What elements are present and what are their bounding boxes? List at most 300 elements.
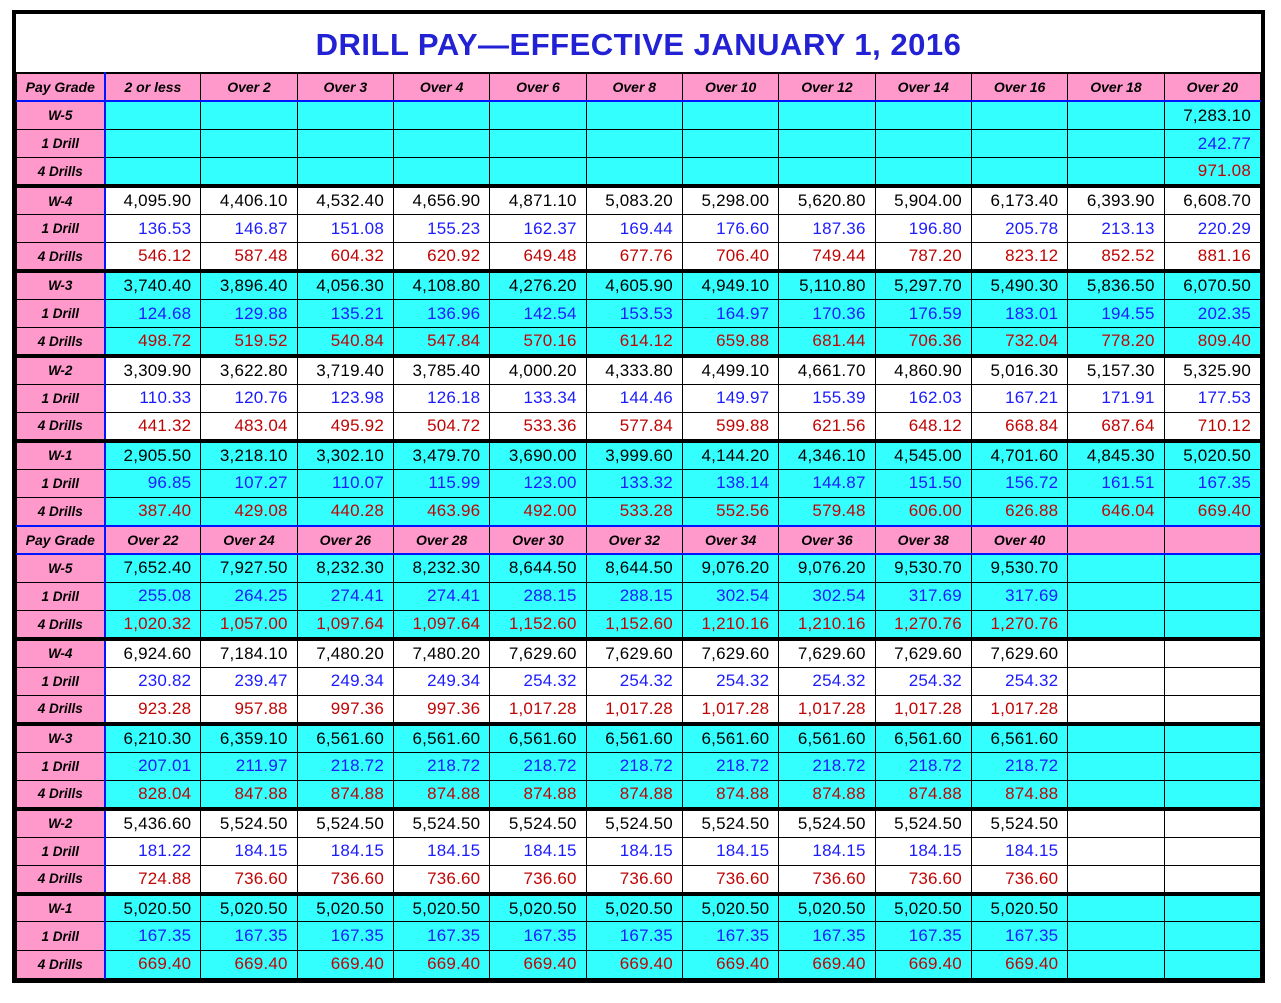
pay-cell: 6,173.40	[971, 186, 1067, 214]
pay-cell: 495.92	[297, 413, 393, 441]
pay-cell: 874.88	[971, 780, 1067, 808]
pay-cell: 483.04	[201, 413, 297, 441]
pay-cell	[393, 158, 489, 186]
pay-cell: 736.60	[682, 865, 778, 893]
pay-cell: 184.15	[297, 837, 393, 865]
pay-cell: 133.34	[490, 384, 586, 412]
pay-cell	[1164, 724, 1260, 752]
pay-cell: 254.32	[490, 667, 586, 695]
pay-cell: 254.32	[682, 667, 778, 695]
pay-cell: 3,740.40	[105, 271, 201, 299]
pay-cell: 1,210.16	[779, 611, 875, 639]
pay-cell: 4,545.00	[875, 441, 971, 469]
pay-cell: 997.36	[393, 696, 489, 724]
pay-cell: 110.07	[297, 469, 393, 497]
pay-cell: 4,406.10	[201, 186, 297, 214]
pay-cell: 4,276.20	[490, 271, 586, 299]
pay-cell: 736.60	[971, 865, 1067, 893]
pay-cell	[1068, 837, 1164, 865]
pay-cell: 6,393.90	[1068, 186, 1164, 214]
pay-cell: 5,157.30	[1068, 356, 1164, 384]
drill-4-label: 4 Drills	[17, 780, 105, 808]
pay-cell: 8,232.30	[393, 554, 489, 582]
pay-cell: 3,479.70	[393, 441, 489, 469]
pay-cell: 155.23	[393, 214, 489, 242]
monthly-pay-row	[17, 356, 1261, 384]
pay-cell	[105, 158, 201, 186]
pay-cell: 255.08	[105, 582, 201, 610]
column-header: Over 12	[779, 73, 875, 101]
pay-cell: 123.98	[297, 384, 393, 412]
pay-cell: 242.77	[1164, 130, 1260, 158]
pay-cell: 787.20	[875, 243, 971, 271]
column-header: Over 4	[393, 73, 489, 101]
pay-cell: 7,927.50	[201, 554, 297, 582]
pay-cell	[779, 130, 875, 158]
pay-cell: 120.76	[201, 384, 297, 412]
grade-label: W-1	[17, 441, 105, 469]
pay-cell	[779, 101, 875, 129]
pay-cell: 5,836.50	[1068, 271, 1164, 299]
pay-cell: 677.76	[586, 243, 682, 271]
pay-cell: 1,017.28	[490, 696, 586, 724]
pay-cell: 579.48	[779, 497, 875, 525]
pay-cell: 5,298.00	[682, 186, 778, 214]
pay-cell	[201, 130, 297, 158]
pay-cell: 1,017.28	[586, 696, 682, 724]
column-header: Over 6	[490, 73, 586, 101]
pay-cell: 196.80	[875, 214, 971, 242]
pay-cell: 533.28	[586, 497, 682, 525]
pay-cell: 6,561.60	[779, 724, 875, 752]
pay-cell: 218.72	[490, 752, 586, 780]
pay-cell: 302.54	[779, 582, 875, 610]
drill-1-label: 1 Drill	[17, 384, 105, 412]
pay-cell: 123.00	[490, 469, 586, 497]
pay-cell: 7,629.60	[875, 639, 971, 667]
pay-cell	[1164, 950, 1260, 978]
pay-cell: 852.52	[1068, 243, 1164, 271]
pay-cell: 778.20	[1068, 328, 1164, 356]
pay-cell: 218.72	[393, 752, 489, 780]
pay-cell: 218.72	[297, 752, 393, 780]
drill-pay-table-body	[17, 73, 1261, 979]
drill-4-label: 4 Drills	[17, 696, 105, 724]
pay-cell: 7,480.20	[393, 639, 489, 667]
pay-cell: 162.03	[875, 384, 971, 412]
one-drill-row	[17, 299, 1261, 327]
pay-cell	[1164, 780, 1260, 808]
four-drills-row	[17, 158, 1261, 186]
pay-cell: 7,629.60	[586, 639, 682, 667]
pay-cell	[1068, 752, 1164, 780]
pay-cell: 153.53	[586, 299, 682, 327]
pay-cell: 669.40	[971, 950, 1067, 978]
column-header-row	[17, 526, 1261, 554]
pay-cell: 599.88	[682, 413, 778, 441]
pay-cell: 6,561.60	[297, 724, 393, 752]
pay-cell: 5,020.50	[1164, 441, 1260, 469]
pay-cell: 177.53	[1164, 384, 1260, 412]
pay-cell	[682, 158, 778, 186]
pay-cell	[971, 158, 1067, 186]
pay-cell: 9,076.20	[779, 554, 875, 582]
column-header: Over 24	[201, 526, 297, 554]
pay-cell: 254.32	[586, 667, 682, 695]
pay-cell	[1164, 837, 1260, 865]
pay-cell: 205.78	[971, 214, 1067, 242]
pay-cell: 874.88	[682, 780, 778, 808]
pay-cell: 874.88	[490, 780, 586, 808]
pay-cell: 570.16	[490, 328, 586, 356]
pay-cell: 4,605.90	[586, 271, 682, 299]
monthly-pay-row	[17, 809, 1261, 837]
pay-cell: 587.48	[201, 243, 297, 271]
pay-cell: 249.34	[297, 667, 393, 695]
pay-cell: 213.13	[1068, 214, 1164, 242]
pay-cell	[1068, 865, 1164, 893]
pay-cell	[201, 158, 297, 186]
pay-cell: 5,325.90	[1164, 356, 1260, 384]
grade-label: W-2	[17, 356, 105, 384]
pay-cell	[875, 158, 971, 186]
pay-cell: 3,719.40	[297, 356, 393, 384]
pay-cell: 218.72	[682, 752, 778, 780]
pay-cell	[875, 130, 971, 158]
one-drill-row	[17, 582, 1261, 610]
pay-cell: 874.88	[393, 780, 489, 808]
column-header: Over 40	[971, 526, 1067, 554]
pay-cell: 176.59	[875, 299, 971, 327]
column-header: Over 20	[1164, 73, 1260, 101]
pay-cell: 669.40	[875, 950, 971, 978]
monthly-pay-row	[17, 724, 1261, 752]
pay-cell: 5,524.50	[586, 809, 682, 837]
pay-cell	[1068, 554, 1164, 582]
pay-cell: 184.15	[779, 837, 875, 865]
pay-cell: 4,000.20	[490, 356, 586, 384]
pay-cell: 167.35	[971, 922, 1067, 950]
pay-cell: 823.12	[971, 243, 1067, 271]
pay-cell	[971, 130, 1067, 158]
monthly-pay-row	[17, 271, 1261, 299]
pay-cell: 669.40	[490, 950, 586, 978]
pay-cell	[682, 101, 778, 129]
pay-cell: 4,499.10	[682, 356, 778, 384]
pay-cell	[586, 158, 682, 186]
pay-cell: 847.88	[201, 780, 297, 808]
table-frame	[12, 10, 1265, 983]
pay-cell: 288.15	[586, 582, 682, 610]
pay-cell: 621.56	[779, 413, 875, 441]
pay-cell: 881.16	[1164, 243, 1260, 271]
pay-cell: 133.32	[586, 469, 682, 497]
column-header: Over 26	[297, 526, 393, 554]
pay-cell	[1068, 101, 1164, 129]
pay-cell	[1068, 724, 1164, 752]
pay-cell: 5,524.50	[779, 809, 875, 837]
pay-cell: 7,629.60	[779, 639, 875, 667]
pay-cell: 184.15	[875, 837, 971, 865]
pay-cell: 4,532.40	[297, 186, 393, 214]
pay-cell: 5,016.30	[971, 356, 1067, 384]
column-header	[1164, 526, 1260, 554]
pay-cell: 167.35	[297, 922, 393, 950]
pay-cell: 736.60	[201, 865, 297, 893]
pay-cell: 519.52	[201, 328, 297, 356]
pay-cell: 167.35	[1164, 469, 1260, 497]
pay-cell	[1164, 752, 1260, 780]
pay-cell: 6,561.60	[875, 724, 971, 752]
drill-1-label: 1 Drill	[17, 214, 105, 242]
four-drills-row	[17, 780, 1261, 808]
pay-cell: 167.35	[779, 922, 875, 950]
pay-cell: 809.40	[1164, 328, 1260, 356]
pay-cell	[393, 130, 489, 158]
column-header	[1068, 526, 1164, 554]
column-header: Over 22	[105, 526, 201, 554]
pay-cell	[971, 101, 1067, 129]
drill-4-label: 4 Drills	[17, 497, 105, 525]
pay-cell: 669.40	[779, 950, 875, 978]
grade-label: W-5	[17, 554, 105, 582]
pay-cell	[105, 130, 201, 158]
pay-cell: 3,218.10	[201, 441, 297, 469]
pay-cell: 5,436.60	[105, 809, 201, 837]
pay-cell: 7,629.60	[490, 639, 586, 667]
drill-1-label: 1 Drill	[17, 130, 105, 158]
grade-label: W-5	[17, 101, 105, 129]
pay-cell: 6,561.60	[586, 724, 682, 752]
pay-cell	[297, 158, 393, 186]
pay-cell: 5,297.70	[875, 271, 971, 299]
pay-cell: 254.32	[875, 667, 971, 695]
column-header: Over 8	[586, 73, 682, 101]
pay-cell: 626.88	[971, 497, 1067, 525]
pay-cell	[1068, 809, 1164, 837]
pay-cell	[1164, 611, 1260, 639]
pay-cell: 874.88	[875, 780, 971, 808]
one-drill-row	[17, 214, 1261, 242]
pay-cell: 5,020.50	[682, 894, 778, 922]
pay-cell: 4,845.30	[1068, 441, 1164, 469]
pay-cell: 6,608.70	[1164, 186, 1260, 214]
monthly-pay-row	[17, 894, 1261, 922]
pay-grade-header: Pay Grade	[17, 73, 105, 101]
column-header: Over 2	[201, 73, 297, 101]
page-title: DRILL PAY—EFFECTIVE JANUARY 1, 2016	[315, 27, 962, 62]
pay-cell: 254.32	[971, 667, 1067, 695]
pay-cell: 155.39	[779, 384, 875, 412]
pay-cell	[682, 130, 778, 158]
monthly-pay-row	[17, 101, 1261, 129]
four-drills-row	[17, 497, 1261, 525]
pay-cell: 429.08	[201, 497, 297, 525]
pay-cell	[1068, 582, 1164, 610]
pay-cell: 606.00	[875, 497, 971, 525]
pay-cell: 4,871.10	[490, 186, 586, 214]
pay-cell: 604.32	[297, 243, 393, 271]
pay-cell: 492.00	[490, 497, 586, 525]
pay-cell	[779, 158, 875, 186]
pay-cell: 724.88	[105, 865, 201, 893]
pay-cell: 167.21	[971, 384, 1067, 412]
pay-cell: 6,561.60	[682, 724, 778, 752]
pay-cell: 732.04	[971, 328, 1067, 356]
pay-cell: 107.27	[201, 469, 297, 497]
grade-label: W-2	[17, 809, 105, 837]
pay-cell	[1068, 158, 1164, 186]
pay-cell: 659.88	[682, 328, 778, 356]
pay-cell: 1,097.64	[393, 611, 489, 639]
pay-cell: 540.84	[297, 328, 393, 356]
pay-cell	[105, 101, 201, 129]
pay-cell: 874.88	[779, 780, 875, 808]
pay-cell	[1068, 611, 1164, 639]
pay-cell: 202.35	[1164, 299, 1260, 327]
drill-4-label: 4 Drills	[17, 243, 105, 271]
drill-1-label: 1 Drill	[17, 582, 105, 610]
pay-cell	[1164, 667, 1260, 695]
pay-cell	[297, 101, 393, 129]
pay-cell: 5,620.80	[779, 186, 875, 214]
pay-cell: 171.91	[1068, 384, 1164, 412]
pay-cell: 1,057.00	[201, 611, 297, 639]
drill-4-label: 4 Drills	[17, 413, 105, 441]
pay-cell: 5,524.50	[490, 809, 586, 837]
pay-cell: 547.84	[393, 328, 489, 356]
drill-4-label: 4 Drills	[17, 950, 105, 978]
pay-cell: 3,309.90	[105, 356, 201, 384]
pay-cell: 220.29	[1164, 214, 1260, 242]
pay-cell: 6,924.60	[105, 639, 201, 667]
pay-cell: 874.88	[586, 780, 682, 808]
pay-cell: 167.35	[105, 922, 201, 950]
pay-cell: 669.40	[105, 950, 201, 978]
pay-cell: 4,701.60	[971, 441, 1067, 469]
pay-cell: 7,629.60	[682, 639, 778, 667]
pay-cell: 5,020.50	[105, 894, 201, 922]
pay-cell: 1,017.28	[779, 696, 875, 724]
grade-label: W-3	[17, 724, 105, 752]
pay-cell: 7,480.20	[297, 639, 393, 667]
pay-cell: 3,896.40	[201, 271, 297, 299]
pay-cell: 736.60	[779, 865, 875, 893]
pay-cell: 4,656.90	[393, 186, 489, 214]
pay-cell: 317.69	[971, 582, 1067, 610]
column-header: 2 or less	[105, 73, 201, 101]
pay-cell: 207.01	[105, 752, 201, 780]
pay-cell: 1,020.32	[105, 611, 201, 639]
pay-cell: 5,020.50	[779, 894, 875, 922]
pay-cell: 136.53	[105, 214, 201, 242]
pay-cell: 142.54	[490, 299, 586, 327]
drill-4-label: 4 Drills	[17, 158, 105, 186]
pay-cell: 110.33	[105, 384, 201, 412]
pay-cell: 144.87	[779, 469, 875, 497]
one-drill-row	[17, 469, 1261, 497]
pay-cell: 7,652.40	[105, 554, 201, 582]
pay-cell: 162.37	[490, 214, 586, 242]
pay-cell: 135.21	[297, 299, 393, 327]
grade-label: W-3	[17, 271, 105, 299]
pay-cell	[1068, 780, 1164, 808]
pay-cell: 156.72	[971, 469, 1067, 497]
pay-cell: 302.54	[682, 582, 778, 610]
column-header: Over 28	[393, 526, 489, 554]
pay-cell	[586, 130, 682, 158]
pay-cell	[1164, 922, 1260, 950]
drill-pay-table	[16, 72, 1261, 979]
pay-cell: 181.22	[105, 837, 201, 865]
pay-cell: 736.60	[297, 865, 393, 893]
pay-cell: 681.44	[779, 328, 875, 356]
pay-cell	[1068, 922, 1164, 950]
pay-cell: 8,644.50	[586, 554, 682, 582]
pay-cell: 957.88	[201, 696, 297, 724]
pay-cell	[1068, 894, 1164, 922]
column-header: Over 10	[682, 73, 778, 101]
pay-cell: 614.12	[586, 328, 682, 356]
pay-cell: 1,017.28	[971, 696, 1067, 724]
drill-1-label: 1 Drill	[17, 752, 105, 780]
pay-cell: 5,524.50	[875, 809, 971, 837]
column-header: Over 14	[875, 73, 971, 101]
pay-cell	[297, 130, 393, 158]
pay-cell: 736.60	[875, 865, 971, 893]
pay-cell	[1164, 696, 1260, 724]
drill-1-label: 1 Drill	[17, 667, 105, 695]
pay-cell: 254.32	[779, 667, 875, 695]
pay-cell: 441.32	[105, 413, 201, 441]
pay-cell: 4,860.90	[875, 356, 971, 384]
pay-cell: 463.96	[393, 497, 489, 525]
four-drills-row	[17, 696, 1261, 724]
pay-cell: 5,020.50	[393, 894, 489, 922]
pay-cell: 7,283.10	[1164, 101, 1260, 129]
pay-cell: 5,110.80	[779, 271, 875, 299]
pay-cell: 167.35	[201, 922, 297, 950]
pay-cell: 4,333.80	[586, 356, 682, 384]
pay-cell	[1068, 950, 1164, 978]
pay-cell: 167.35	[393, 922, 489, 950]
pay-cell: 218.72	[779, 752, 875, 780]
pay-cell: 5,020.50	[971, 894, 1067, 922]
pay-cell	[1164, 809, 1260, 837]
pay-cell: 151.50	[875, 469, 971, 497]
four-drills-row	[17, 950, 1261, 978]
pay-cell: 1,097.64	[297, 611, 393, 639]
pay-cell: 5,490.30	[971, 271, 1067, 299]
pay-cell: 176.60	[682, 214, 778, 242]
pay-cell: 184.15	[682, 837, 778, 865]
pay-cell: 5,524.50	[971, 809, 1067, 837]
pay-cell: 274.41	[393, 582, 489, 610]
pay-cell: 124.68	[105, 299, 201, 327]
monthly-pay-row	[17, 639, 1261, 667]
monthly-pay-row	[17, 554, 1261, 582]
pay-cell: 736.60	[393, 865, 489, 893]
pay-cell: 164.97	[682, 299, 778, 327]
pay-cell: 706.40	[682, 243, 778, 271]
pay-cell: 5,020.50	[586, 894, 682, 922]
four-drills-row	[17, 243, 1261, 271]
pay-cell: 8,232.30	[297, 554, 393, 582]
pay-cell	[393, 101, 489, 129]
drill-1-label: 1 Drill	[17, 299, 105, 327]
pay-cell: 9,530.70	[875, 554, 971, 582]
pay-cell: 218.72	[586, 752, 682, 780]
